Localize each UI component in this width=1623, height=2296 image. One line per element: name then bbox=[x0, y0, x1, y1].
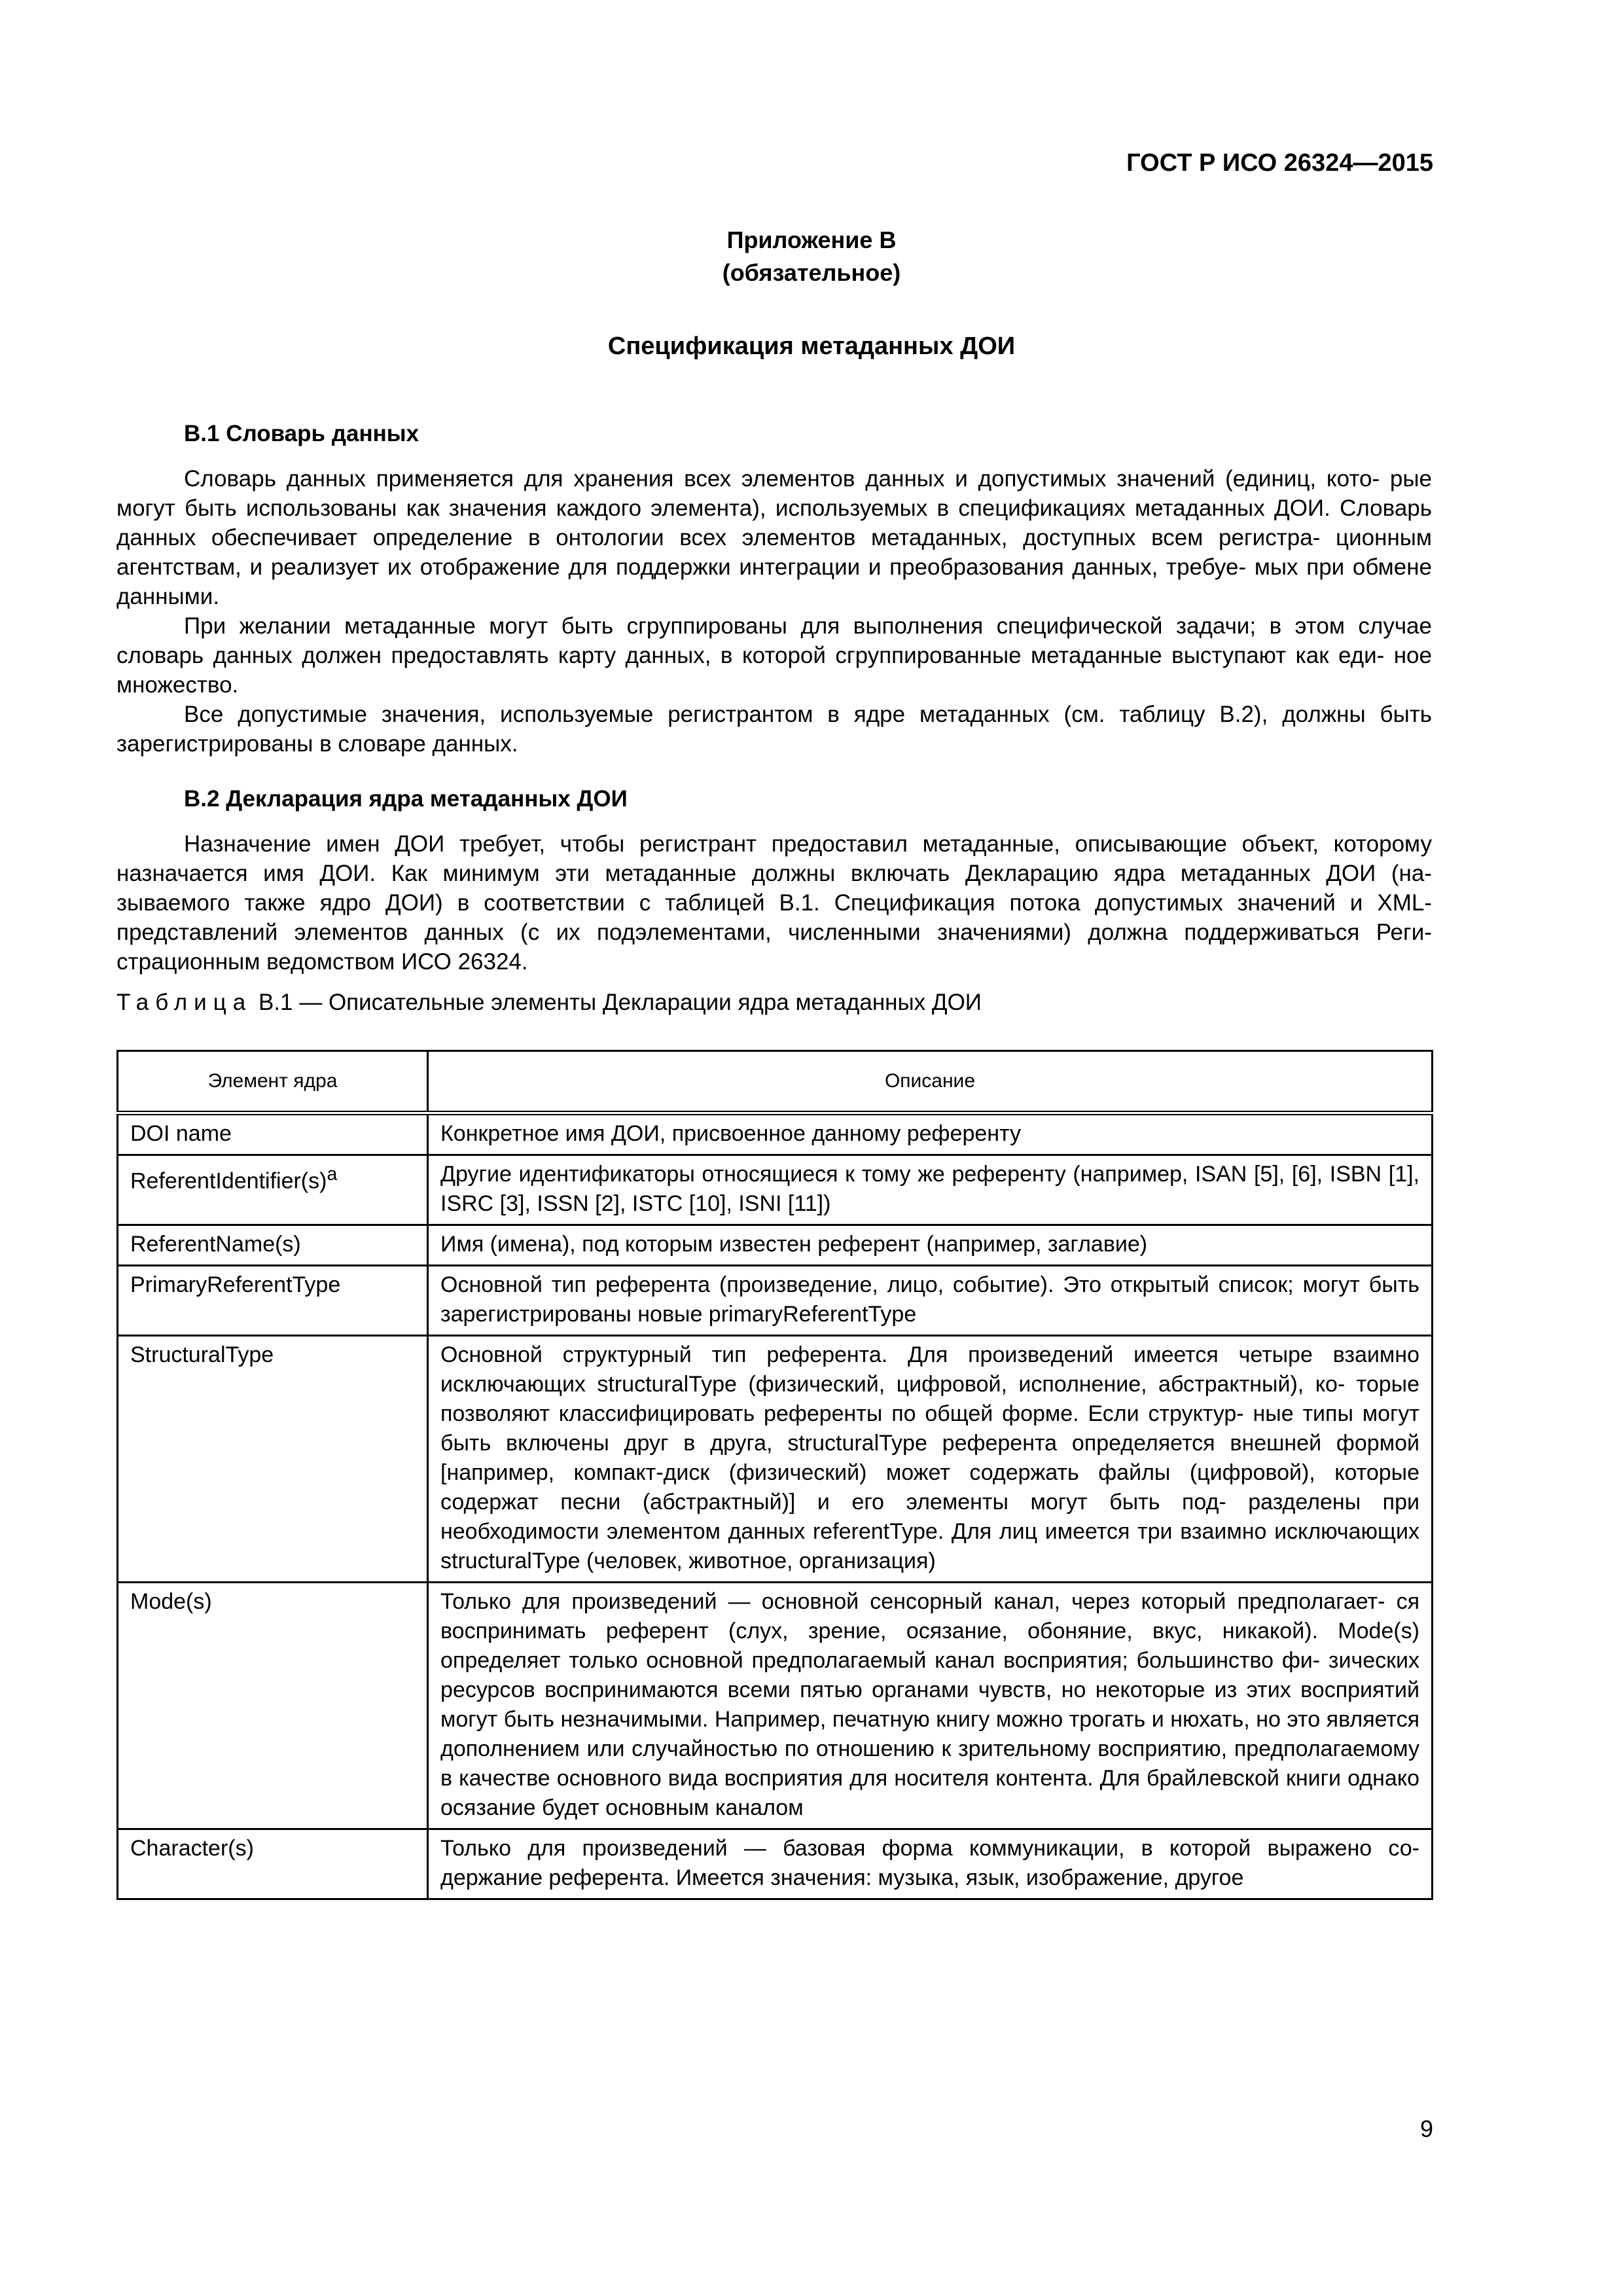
element-name: Mode(s) bbox=[130, 1589, 212, 1614]
element-name: Character(s) bbox=[130, 1836, 254, 1861]
appendix-heading bbox=[0, 224, 1623, 289]
element-cell bbox=[118, 1266, 428, 1336]
description-cell: Только для произведений — основной сенсорный канал, через который предполагает- ся воспринимать референт (слух, зрение, осязание, обоняние, вкус, никакой). Mode(s) определяет только основной предполагаемый канал восприятия; большинство фи- зических ресурсов воспринимаются всеми пятью органами чувств, но некоторые из этих восприятий могут быть незначимыми. Например, печатную книгу можно трогать и нюхать, но это является дополнением или случайностью по отношению к зрительному восприятию, предполагаемому в качестве основного вида восприятия для носителя контента. Для брайлевской книги однако осязание будет основным каналом bbox=[428, 1583, 1433, 1829]
description-cell: Имя (имена), под которым известен референт (например, заглавие) bbox=[428, 1225, 1433, 1266]
page-title: Спецификация метаданных ДОИ bbox=[607, 332, 1016, 360]
paragraph: Словарь данных применяется для хранения всех элементов данных и допустимых значений (единиц, кото- рые могут быть использованы как значения каждого элемента), используемых в спецификациях метаданных ДОИ. Словарь данных обеспечивает определение в онтологии всех элементов метаданных, доступных всем регистра- ционным агентствам, и реализует их отображение для поддержки интеграции и преобразования данных, требуе- мых при обмене данными. bbox=[116, 466, 1432, 609]
element-name: ReferentIdentifier(s) bbox=[130, 1168, 327, 1194]
column-header-element: Элемент ядра bbox=[118, 1051, 428, 1113]
element-cell bbox=[118, 1225, 428, 1266]
table-caption-text: В.1 — Описательные элементы Декларации ядра метаданных ДОИ bbox=[258, 990, 982, 1015]
element-cell bbox=[118, 1336, 428, 1583]
element-cell bbox=[118, 1113, 428, 1155]
paragraph: Назначение имен ДОИ требует, чтобы регистрант предоставил метаданные, описывающие объект, которому назначается имя ДОИ. Как минимум эти метаданные должны включать Декларацию ядра метаданных ДОИ (на- зываемого также ядро ДОИ) в соответствии с таблицей В.1. Спецификация потока допустимых значений и XML- представлений элементов данных (с их подэлементами, численными значениями) должна поддерживаться Реги- страционным ведомством ИСО 26324. bbox=[116, 831, 1432, 975]
section-heading: В.2 Декларация ядра метаданных ДОИ bbox=[184, 786, 628, 812]
column-header-description: Описание bbox=[428, 1051, 1433, 1113]
element-name: ReferentName(s) bbox=[130, 1232, 301, 1257]
footnote-marker: a bbox=[327, 1164, 338, 1185]
table-row bbox=[118, 1336, 1433, 1583]
element-cell bbox=[118, 1829, 428, 1899]
element-cell bbox=[118, 1583, 428, 1829]
appendix-label: Приложение В bbox=[726, 226, 897, 253]
table-row bbox=[118, 1266, 1433, 1336]
table-row bbox=[118, 1225, 1433, 1266]
description-cell: Основной структурный тип референта. Для произведений имеется четыре взаимно исключающих structuralType (физический, цифровой, исполнение, абстрактный), ко- торые позволяют классифицировать референты по общей форме. Если структур- ные типы могут быть включены друг в друга, structuralType референта определяется внешней формой [например, компакт-диск (физический) может содержать файлы (цифровой), которые содержат песни (абстрактный)] и его элементы могут быть под- разделены при необходимости элементом данных referentType. Для лиц имеется три взаимно исключающих structuralType (человек, животное, организация) bbox=[428, 1336, 1433, 1583]
page-number: 9 bbox=[1419, 2115, 1433, 2142]
description-cell: Конкретное имя ДОИ, присвоенное данному референту bbox=[428, 1113, 1433, 1155]
description-cell: Основной тип референта (произведение, лицо, событие). Это открытый список; могут быть зарегистрированы новые primaryReferentType bbox=[428, 1266, 1433, 1336]
section-core-declaration bbox=[116, 784, 1432, 977]
section-heading: В.1 Словарь данных bbox=[184, 421, 419, 446]
element-name: PrimaryReferentType bbox=[130, 1272, 341, 1297]
paragraph: При желании метаданные могут быть сгруппированы для выполнения специфической задачи; в этом случае словарь данных должен предоставлять карту данных, в которой сгруппированные метаданные выступают как еди- ное множество. bbox=[116, 613, 1432, 698]
description-cell: Другие идентификаторы относящиеся к тому же референту (например, ISAN [5], [6], ISBN [1], ISRC [3], ISSN [2], ISTC [10], ISNI [11]) bbox=[428, 1155, 1433, 1225]
table-row bbox=[118, 1155, 1433, 1225]
standard-designation: ГОСТ Р ИСО 26324—2015 bbox=[1126, 149, 1433, 177]
table-header-row bbox=[118, 1051, 1433, 1113]
table-caption-label: Таблица bbox=[116, 990, 253, 1015]
table-caption bbox=[116, 990, 982, 1016]
element-cell bbox=[118, 1155, 428, 1225]
table-row bbox=[118, 1583, 1433, 1829]
description-cell: Только для произведений — базовая форма коммуникации, в которой выражено со- держание референта. Имеется значения: музыка, язык, изображение, другое bbox=[428, 1829, 1433, 1899]
element-name: StructuralType bbox=[130, 1342, 274, 1367]
element-name: DOI name bbox=[130, 1121, 232, 1146]
appendix-status: (обязательное) bbox=[722, 259, 901, 286]
section-data-dictionary bbox=[116, 419, 1432, 759]
table-row bbox=[118, 1829, 1433, 1899]
metadata-table bbox=[116, 1050, 1433, 1900]
paragraph: Все допустимые значения, используемые регистрантом в ядре метаданных (см. таблицу В.2), должны быть зарегистрированы в словаре данных. bbox=[116, 702, 1432, 757]
table-row bbox=[118, 1113, 1433, 1155]
